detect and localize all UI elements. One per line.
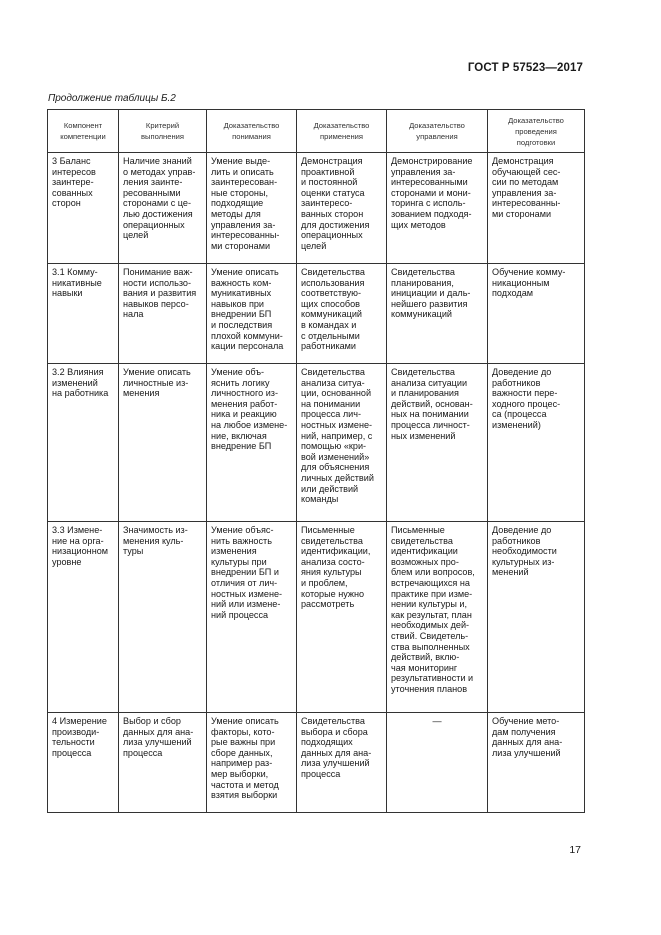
table-caption: Продолжение таблицы Б.2 (48, 93, 176, 104)
table-cell: Умение объяс- нить важность изменения культуры при внедрении БП и отличия от лич- ностных измене- ний или измене- ний процесса (207, 522, 297, 713)
table-cell: Умение описать личностные из- менения (119, 364, 207, 522)
table-cell: Свидетельства планирования, инициации и даль- нейшего развития коммуникаций (387, 264, 488, 364)
table-cell: Свидетельства выбора и сбора подходящих данных для ана- лиза улучшений процесса (297, 713, 387, 813)
table-cell: Обучение мето- дам получения данных для ана- лиза улучшений (488, 713, 585, 813)
table-cell: Наличие знаний о методах управ- ления заинте- ресованными сторонами с це- лью достижения операционных целей (119, 153, 207, 264)
header-cell: Доказательство управления (387, 110, 488, 153)
table-row (48, 713, 585, 813)
table-cell: Умение описать факторы, кото- рые важны при сборе данных, например раз- мер выборки, частота и метод взятия выборки (207, 713, 297, 813)
table-header-row (48, 110, 585, 153)
table-cell: Свидетельства использования соответствую- щих способов коммуникаций в командах и с отдельными работниками (297, 264, 387, 364)
table-cell: 3.1 Комму- никативные навыки (48, 264, 119, 364)
table-cell: Демонстрирование управления за- интересованными сторонами и мони- торинга с исполь- зованием подходя- щих методов (387, 153, 488, 264)
table-cell: Понимание важ- ности использо- вания и развития навыков персо- нала (119, 264, 207, 364)
header-cell: Критерий выполнения (119, 110, 207, 153)
document-id: ГОСТ Р 57523—2017 (467, 62, 583, 74)
table-cell: — (387, 713, 488, 813)
table-cell: Письменные свидетельства идентификации возможных про- блем или вопросов, встречающихся на практике при изме- нении культуры и, как результат, план необходимых дей- ствий. Свидетель- ства выполненных действий, вклю- чая мониторинг результативности и уточнения планов (387, 522, 488, 713)
table-cell: 3 Баланс интересов заинтере- сованных сторон (48, 153, 119, 264)
table-row (48, 522, 585, 713)
table-cell: Доведение до работников важности пере- ходного процес- са (процесса изменений) (488, 364, 585, 522)
header-cell: Компонент компетенции (48, 110, 119, 153)
table-cell: Умение описать важность ком- муникативных навыков при внедрении БП и последствия плохой коммуни- кации персонала (207, 264, 297, 364)
table-cell: Доведение до работников необходимости культурных из- менений (488, 522, 585, 713)
table-cell: Умение объ- яснить логику личностного из- менения работ- ника и реакцию на любое измене- ние, включая внедрение БП (207, 364, 297, 522)
table-cell: Обучение комму- никационным подходам (488, 264, 585, 364)
header-cell: Доказательство понимания (207, 110, 297, 153)
table-row (48, 153, 585, 264)
header-cell: Доказательство проведения подготовки (488, 110, 585, 153)
table-cell: Значимость из- менения куль- туры (119, 522, 207, 713)
table-cell: Выбор и сбор данных для ана- лиза улучшений процесса (119, 713, 207, 813)
table-cell: Демонстрация обучающей сес- сии по методам управления за- интересованны- ми сторонами (488, 153, 585, 264)
table-cell: Свидетельства анализа ситуа- ции, основанной на понимании процесса лич- ностных измене- ний, например, с помощью «кри- вой изменений» для объяснения личных действий или действий команды (297, 364, 387, 522)
table-cell: 4 Измерение производи- тельности процесса (48, 713, 119, 813)
competence-table (47, 109, 585, 813)
table-cell: Свидетельства анализа ситуации и планирования действий, основан- ных на понимании процесса личност- ных изменений (387, 364, 488, 522)
table-row (48, 264, 585, 364)
table-cell: Демонстрация проактивной и постоянной оценки статуса заинтересо- ванных сторон для достижения операционных целей (297, 153, 387, 264)
table-cell: Умение выде- лить и описать заинтересован- ные стороны, подходящие методы для управления за- интересованны- ми сторонами (207, 153, 297, 264)
table-cell: 3.3 Измене- ние на орга- низационном уровне (48, 522, 119, 713)
table-row (48, 364, 585, 522)
page-number: 17 (569, 844, 581, 856)
header-cell: Доказательство применения (297, 110, 387, 153)
table-body (48, 153, 585, 813)
table-cell: Письменные свидетельства идентификации, анализа состо- яния культуры и проблем, которые нужно рассмотреть (297, 522, 387, 713)
table-cell: 3.2 Влияния изменений на работника (48, 364, 119, 522)
